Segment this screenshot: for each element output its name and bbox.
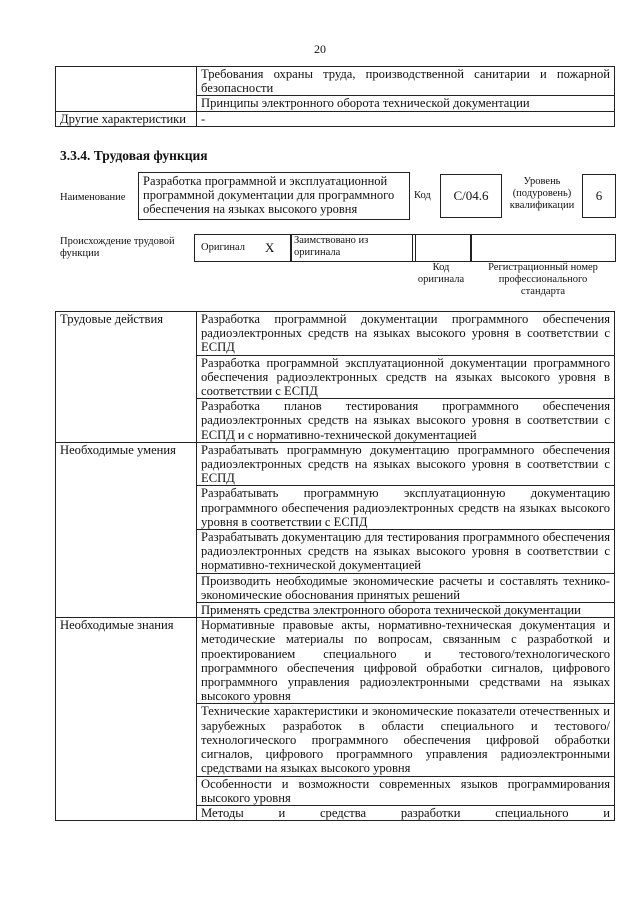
list-item: - [197, 111, 615, 126]
top-table [55, 66, 615, 127]
row-label: Трудовые действия [56, 312, 197, 443]
table-row [56, 67, 615, 112]
list-item: Разработка программной документации программного обеспечения радиоэлектронных средств на языках высокого уровня в соответствии с ЕСПД [197, 312, 614, 356]
list-item: Разработка программной эксплуатационной документации программного обеспечения радиоэлектронных средств на языках высокого уровня в соответствии с ЕСПД [197, 356, 614, 400]
level-label: Уровень (подуровень) квалификации [509, 176, 575, 211]
row-items [197, 442, 615, 617]
original-label: Оригинал [201, 242, 245, 253]
list-item: Нормативные правовые акты, нормативно-техническая документация и методические материалы по вопросам, связанным с разработкой и проектированием специального и тестового/технологического программного обеспечения цифровой обработки сигналов, цифрового программного управления радиоэлектронными средствами на языках высокого уровня [197, 618, 614, 704]
section-title: 3.3.4. Трудовая функция [60, 148, 208, 163]
origin-label: Происхождение трудовой функции [60, 236, 175, 259]
list-item: Принципы электронного оборота технической документации [201, 96, 530, 111]
list-item: Производить необходимые экономические расчеты и составлять технико-экономические обоснования принятых решений [197, 574, 614, 603]
main-table [55, 311, 615, 821]
reg-number-label: Регистрационный номер профессионального стандарта [488, 262, 598, 297]
list-item: Разрабатывать документацию для тестирования программного обеспечения радиоэлектронных средств на языках высокого уровня в соответствии с нормативно-технической документацией [197, 530, 614, 574]
code-value: С/04.6 [440, 174, 502, 218]
page-number: 20 [314, 42, 326, 56]
row-label [56, 67, 197, 112]
original-box [194, 234, 292, 262]
list-item: Методы и средства разработки специального и [201, 805, 610, 820]
list-item: Применять средства электронного оборота технической документации [201, 603, 581, 618]
list-item: Требования охраны труда, производственной санитарии и пожарной безопасности [197, 67, 614, 96]
list-item: Особенности и возможности современных языков программирования высокого уровня [197, 777, 614, 806]
table-row [56, 618, 615, 821]
row-items [197, 312, 615, 443]
reg-number-box [470, 234, 616, 262]
table-row [56, 312, 615, 443]
table-row [56, 111, 615, 126]
row-label: Необходимые знания [56, 618, 197, 821]
list-item: Технические характеристики и экономические показатели отечественных и зарубежных разработок в области специального и тестового/технологического программного обеспечения цифровой обработки сигналов, цифрового программного управления радиоэлектронными средствами на языках высокого уровня [197, 704, 614, 776]
code-original-label: Код оригинала [417, 262, 465, 285]
list-item: Разработка планов тестирования программного обеспечения радиоэлектронных средств на языках высокого уровня в соответствии с ЕСПД и с нормативно-технической документацией [201, 399, 610, 442]
borrowed-box: Заимствовано из оригинала [290, 234, 416, 262]
code-label: Код [414, 190, 431, 201]
row-items [197, 67, 615, 112]
name-label: Наименование [60, 192, 126, 203]
level-value: 6 [582, 174, 616, 218]
row-label: Необходимые умения [56, 442, 197, 617]
row-items [197, 618, 615, 821]
name-value: Разработка программной и эксплуатационной программной документации для программного обеспечения на языках высокого уровня [138, 172, 410, 220]
list-item: Разрабатывать программную эксплуатационную документацию программного обеспечения радиоэлектронных средств на языках высокого уровня в соответствии с ЕСПД [197, 486, 614, 530]
original-mark: Х [265, 240, 275, 255]
table-row [56, 442, 615, 617]
code-original-box [412, 234, 472, 262]
list-item: Разрабатывать программную документацию программного обеспечения радиоэлектронных средств на языках высокого уровня в соответствии с ЕСПД [197, 443, 614, 487]
row-label: Другие характеристики [56, 111, 197, 126]
